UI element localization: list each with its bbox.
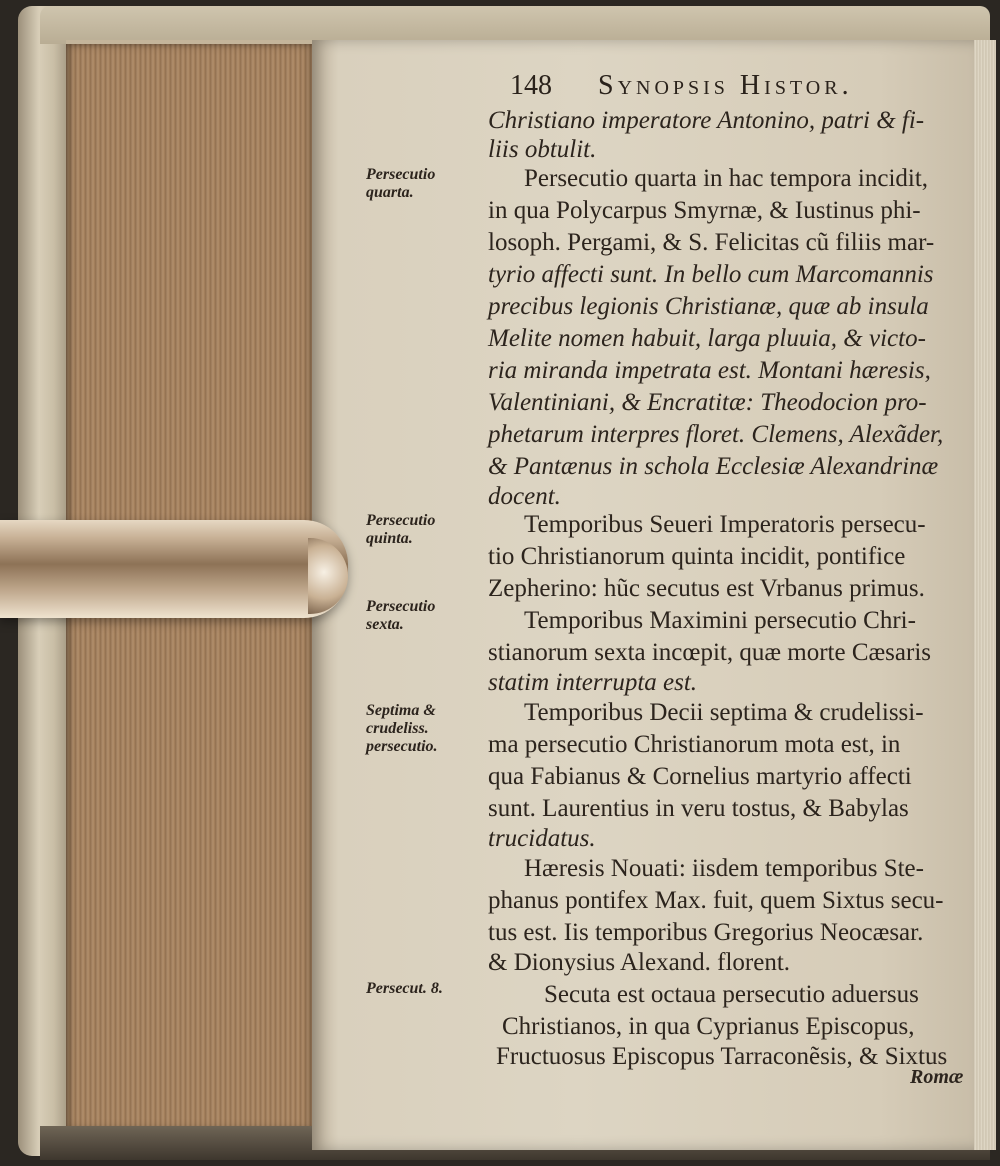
catchword: Romæ: [910, 1066, 964, 1088]
margin-note-persecutio-quarta: Persecutio quarta.: [366, 166, 436, 201]
book-cover-top: [40, 6, 990, 44]
running-header: [510, 70, 950, 102]
text-line: liis obtulit.: [488, 136, 597, 163]
text-line: statim interrupta est.: [488, 669, 698, 696]
text-line: phanus pontifex Max. fuit, quem Sixtus secu-: [488, 887, 944, 914]
margin-note-persecutio-quinta: Persecutio quinta.: [366, 512, 436, 547]
text-line: & Dionysius Alexand. florent.: [488, 949, 791, 976]
glass-rod-bookmark: [0, 520, 348, 618]
text-line: Fructuosus Episcopus Tarraconẽsis, & Sixtus: [496, 1043, 948, 1070]
page-number: 148: [510, 70, 552, 101]
text-line: in qua Polycarpus Smyrnæ, & Iustinus phi-: [488, 197, 921, 224]
text-line: Temporibus Decii septima & crudelissi-: [524, 699, 924, 726]
text-line: Secuta est octaua persecutio aduersus: [544, 981, 919, 1008]
text-line: sunt. Laurentius in veru tostus, & Babylas: [488, 795, 909, 822]
margin-note-septima-persecutio: Septima & crudeliss. persecutio.: [366, 702, 438, 755]
text-line: docent.: [488, 483, 561, 510]
text-line: Melite nomen habuit, larga pluuia, & victo-: [488, 325, 926, 352]
text-line: losoph. Pergami, & S. Felicitas cũ filiis mar-: [488, 229, 935, 256]
text-line: & Pantænus in schola Ecclesiæ Alexandrinæ: [488, 453, 939, 480]
text-line: ria miranda impetrata est. Montani hæresis,: [488, 357, 931, 384]
text-line: Persecutio quarta in hac tempora incidit,: [524, 165, 929, 192]
text-line: Valentiniani, & Encratitæ: Theodocion pro-: [488, 389, 927, 416]
margin-note-persecutio-sexta: Persecutio sexta.: [366, 598, 436, 633]
text-line: tus est. Iis temporibus Gregorius Neocæsar.: [488, 919, 924, 946]
text-line: Christianos, in qua Cyprianus Episcopus,: [502, 1013, 915, 1040]
running-title: Synopsis Histor.: [598, 70, 853, 101]
text-line: tio Christianorum quinta incidit, pontifice: [488, 543, 906, 570]
text-line: ma persecutio Christianorum mota est, in: [488, 731, 901, 758]
text-line: Christiano imperatore Antonino, patri & fi-: [488, 107, 925, 134]
text-line: precibus legionis Christianæ, quæ ab insula: [488, 293, 929, 320]
text-line: tyrio affecti sunt. In bello cum Marcomannis: [488, 261, 934, 288]
text-line: trucidatus.: [488, 825, 596, 852]
text-line: qua Fabianus & Cornelius martyrio affecti: [488, 763, 912, 790]
margin-note-persecutio-8: Persecut. 8.: [366, 980, 443, 997]
page-fore-edge: [974, 40, 996, 1150]
text-line: phetarum interpres floret. Clemens, Alexãder,: [488, 421, 944, 448]
text-line: stianorum sexta incœpit, quæ morte Cæsaris: [488, 639, 932, 666]
text-line: Hæresis Nouati: iisdem temporibus Ste-: [524, 855, 924, 882]
text-line: Temporibus Seueri Imperatoris persecu-: [524, 511, 926, 538]
text-line: Temporibus Maximini persecutio Chri-: [524, 607, 916, 634]
text-line: Zepherino: hũc secutus est Vrbanus primus.: [488, 575, 925, 602]
